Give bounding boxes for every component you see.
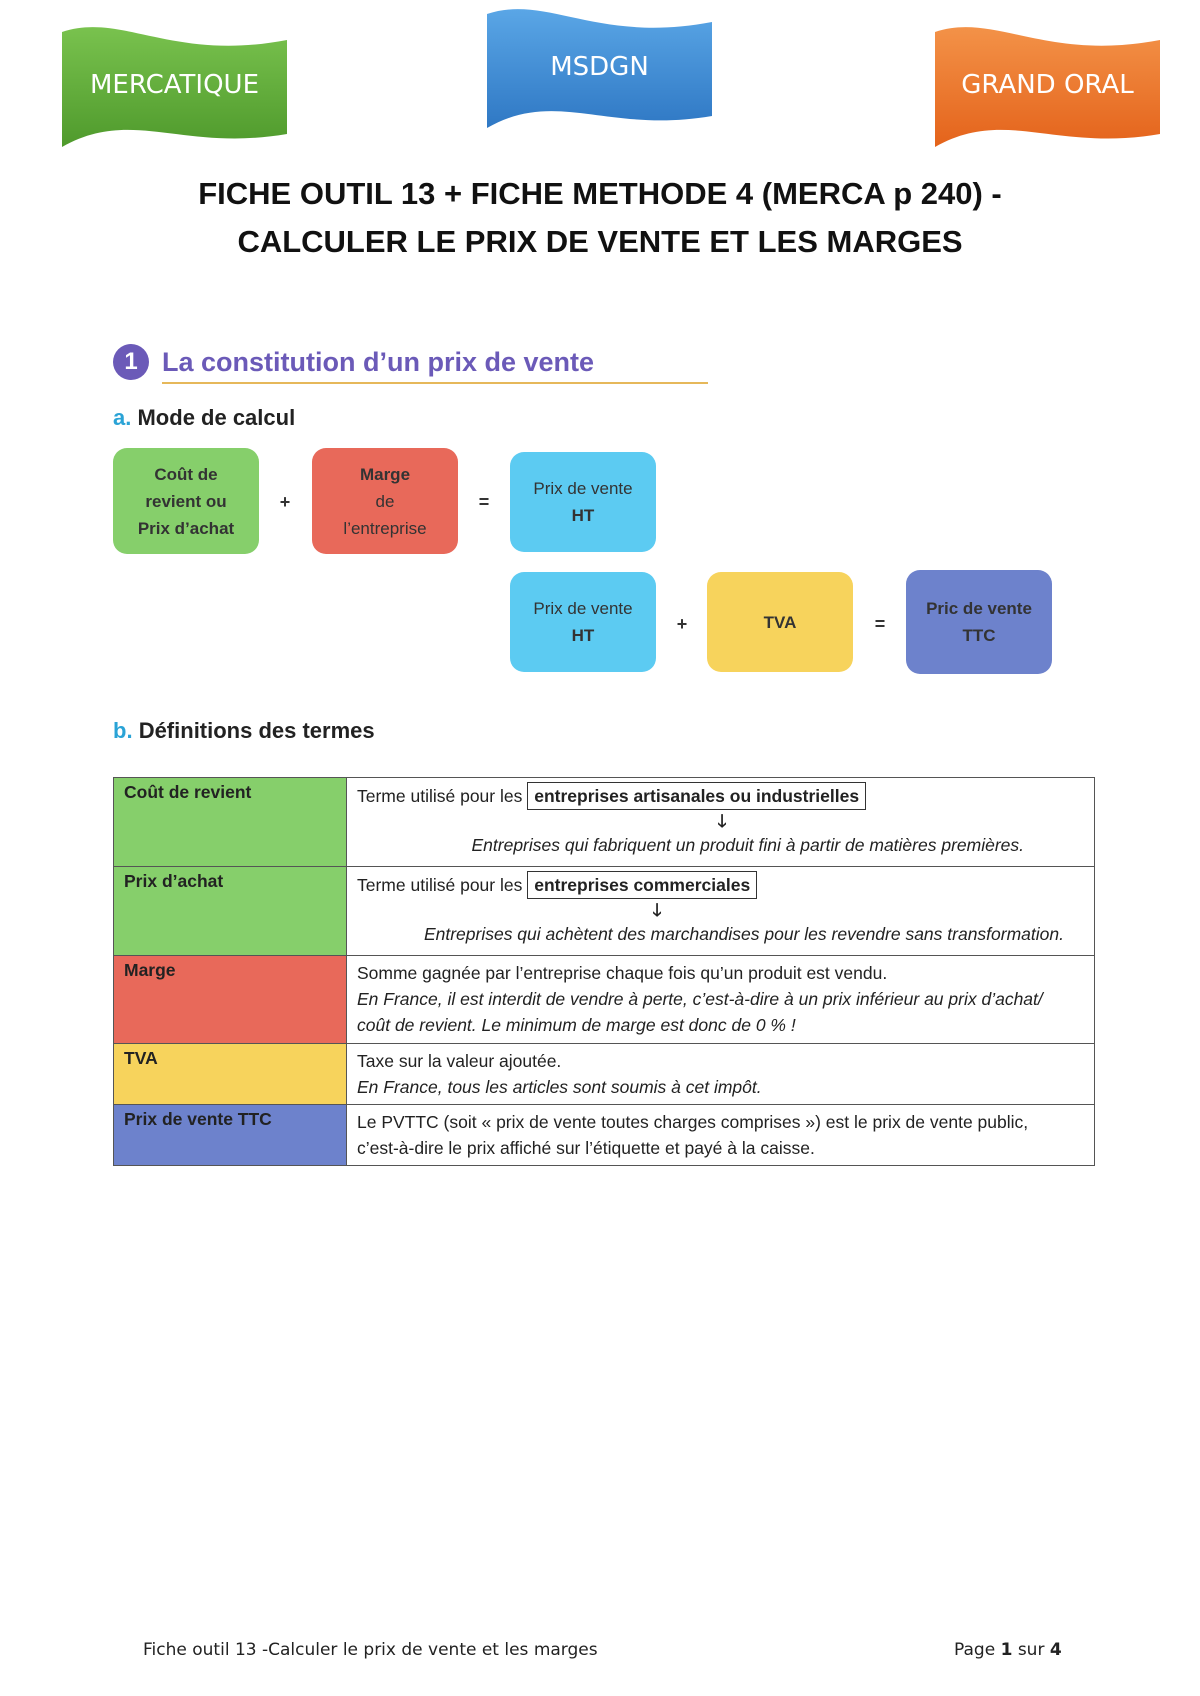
definition-line: Taxe sur la valeur ajoutée. bbox=[357, 1051, 562, 1071]
definition-cell bbox=[347, 778, 1095, 867]
definition-prefix: Terme utilisé pour les bbox=[357, 875, 523, 895]
banner-grand-oral bbox=[935, 22, 1160, 152]
term-cell: Marge bbox=[114, 956, 347, 1044]
definition-line: coût de revient. Le minimum de marge est donc de 0 % ! bbox=[357, 1015, 796, 1035]
term-cell: Prix d’achat bbox=[114, 867, 347, 956]
definition-cell bbox=[347, 1044, 1095, 1105]
definition-boxed-term: entreprises commerciales bbox=[527, 871, 757, 899]
table-row bbox=[114, 867, 1095, 956]
banner-msdgn-label: MSDGN bbox=[550, 52, 649, 82]
box-line: Prix de vente bbox=[533, 599, 633, 618]
box-prix-de-vente-ht bbox=[510, 452, 656, 552]
page-total: 4 bbox=[1049, 1640, 1062, 1660]
definition-line: En France, tous les articles sont soumis à cet impôt. bbox=[357, 1077, 762, 1097]
banner-grand-oral-label: GRAND ORAL bbox=[961, 70, 1134, 100]
equals-operator: = bbox=[874, 614, 886, 634]
box-line: l’entreprise bbox=[343, 518, 427, 538]
box-line: Marge bbox=[359, 464, 411, 484]
plus-operator: + bbox=[676, 614, 688, 634]
table-row bbox=[114, 1105, 1095, 1166]
document-title-line2: CALCULER LE PRIX DE VENTE ET LES MARGES bbox=[237, 224, 963, 259]
box-marge bbox=[312, 448, 458, 554]
box-line: de bbox=[375, 491, 395, 511]
definition-line: En France, il est interdit de vendre à perte, c’est-à-dire à un prix inférieur au prix d’achat/ bbox=[357, 989, 1043, 1009]
subheading-text: Mode de calcul bbox=[137, 405, 296, 430]
section-title: La constitution d’un prix de vente bbox=[162, 347, 595, 377]
document-title-line1: FICHE OUTIL 13 + FICHE METHODE 4 (MERCA p 240) - bbox=[198, 176, 1002, 211]
section-underline bbox=[162, 382, 708, 384]
subheading-letter: b. bbox=[113, 718, 133, 743]
subheading-definitions bbox=[113, 718, 375, 744]
banner-mercatique-label: MERCATIQUE bbox=[89, 70, 260, 100]
box-line: revient ou bbox=[145, 491, 227, 511]
term-cell: Prix de vente TTC bbox=[114, 1105, 347, 1166]
box-line: HT bbox=[571, 506, 595, 525]
document-title bbox=[0, 170, 1200, 266]
definition-note: Entreprises qui fabriquent un produit fini à partir de matières premières. bbox=[471, 835, 1024, 855]
box-line: Prix d’achat bbox=[137, 518, 235, 538]
box-tva bbox=[707, 572, 853, 672]
definition-cell bbox=[347, 1105, 1095, 1166]
definition-prefix: Terme utilisé pour les bbox=[357, 786, 523, 806]
term-cell: TVA bbox=[114, 1044, 347, 1105]
definition-line: Le PVTTC (soit « prix de vente toutes charges comprises ») est le prix de vente public, bbox=[357, 1112, 1029, 1132]
down-arrow-icon: 🡓 bbox=[652, 900, 662, 920]
box-line: TTC bbox=[962, 626, 996, 645]
subheading-mode-de-calcul bbox=[113, 405, 295, 431]
page-label: Page bbox=[954, 1640, 996, 1660]
definition-line: c’est-à-dire le prix affiché sur l’étiquette et payé à la caisse. bbox=[357, 1138, 815, 1158]
box-line: TVA bbox=[763, 612, 797, 632]
box-line: Coût de bbox=[154, 464, 218, 484]
page-sep: sur bbox=[1017, 1640, 1045, 1660]
footer-document-name: Fiche outil 13 -Calculer le prix de vente et les marges bbox=[143, 1640, 598, 1660]
table-row bbox=[114, 956, 1095, 1044]
equals-operator: = bbox=[478, 492, 490, 512]
footer-page-number bbox=[954, 1640, 1062, 1660]
definitions-table bbox=[113, 777, 1095, 1166]
banner-mercatique bbox=[62, 22, 287, 152]
subheading-letter: a. bbox=[113, 405, 132, 430]
down-arrow-icon: 🡓 bbox=[717, 811, 727, 831]
section-number-badge: 1 bbox=[113, 344, 149, 380]
definition-cell bbox=[347, 956, 1095, 1044]
page-current: 1 bbox=[1000, 1640, 1013, 1660]
box-line: HT bbox=[571, 626, 595, 645]
term-cell: Coût de revient bbox=[114, 778, 347, 867]
box-line: Pric de vente bbox=[926, 599, 1032, 618]
definition-boxed-term: entreprises artisanales ou industrielles bbox=[527, 782, 866, 810]
box-line: Prix de vente bbox=[533, 479, 633, 498]
banner-msdgn bbox=[487, 6, 712, 136]
plus-operator: + bbox=[279, 492, 291, 512]
box-prix-de-vente-ht-2 bbox=[510, 572, 656, 672]
definition-note: Entreprises qui achètent des marchandises pour les revendre sans transformation. bbox=[423, 924, 1064, 944]
definition-cell bbox=[347, 867, 1095, 956]
subheading-text: Définitions des termes bbox=[138, 718, 375, 743]
box-prix-de-vente-ttc bbox=[906, 570, 1052, 674]
table-row bbox=[114, 1044, 1095, 1105]
definition-line: Somme gagnée par l’entreprise chaque fois qu’un produit est vendu. bbox=[357, 963, 888, 983]
box-cout-de-revient bbox=[113, 448, 259, 554]
table-row bbox=[114, 778, 1095, 867]
